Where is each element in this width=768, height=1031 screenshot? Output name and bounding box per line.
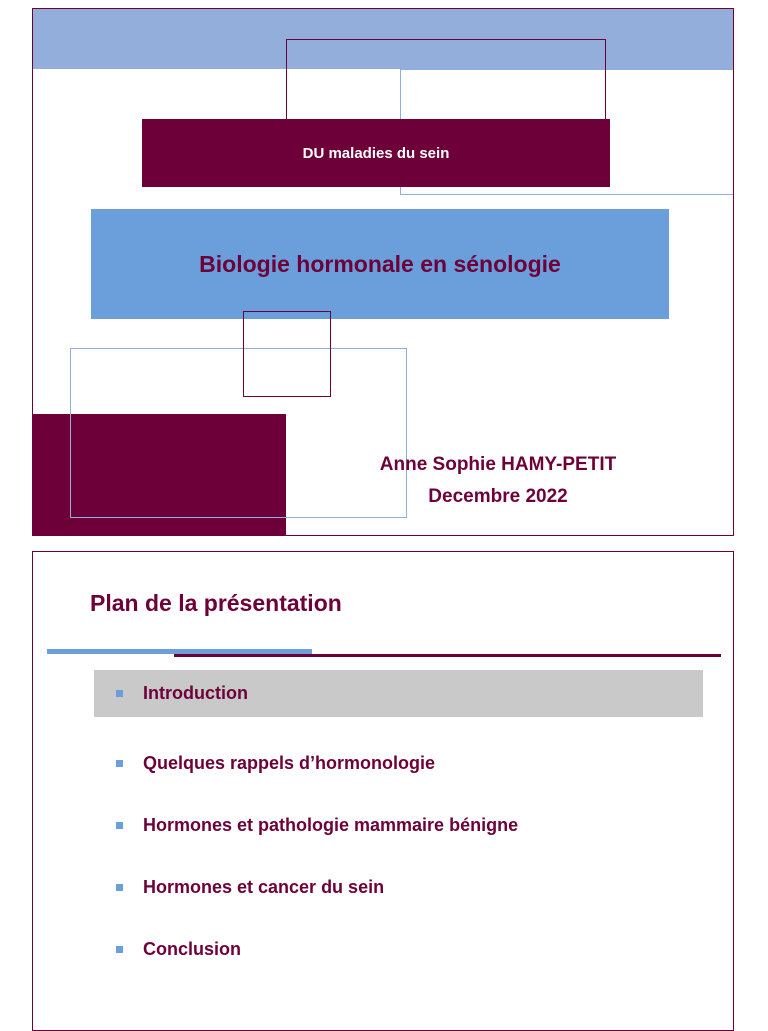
agenda-item-label: Introduction: [143, 683, 248, 703]
agenda-item-benigne: [94, 794, 703, 856]
agenda-item-conclusion: [94, 918, 703, 980]
agenda-item-label: Hormones et pathologie mammaire bénigne: [143, 814, 519, 835]
agenda-item-introduction: [94, 670, 703, 717]
subtitle-band: [142, 119, 610, 187]
agenda-heading: Plan de la présentation: [90, 590, 342, 616]
title-band: [91, 209, 669, 319]
bullet-square-icon: [116, 822, 123, 829]
agenda-item-label: Quelques rappels d’hormonologie: [143, 752, 436, 773]
agenda-item-label: Conclusion: [143, 938, 241, 959]
presentation-title: Biologie hormonale en sénologie: [199, 250, 561, 277]
agenda-item-rappels: [94, 732, 703, 794]
bullet-square-icon: [116, 946, 123, 953]
course-subtitle: DU maladies du sein: [302, 144, 450, 162]
presentation-date: Decembre 2022: [428, 486, 568, 507]
agenda-item-label: Hormones et cancer du sein: [143, 876, 385, 897]
bullet-square-icon: [116, 690, 123, 697]
agenda-slide: [32, 551, 734, 1031]
agenda-list: [94, 670, 703, 980]
bullet-square-icon: [116, 760, 123, 767]
author-block: [333, 449, 663, 513]
decorative-frame-maroon-small: [243, 311, 331, 397]
decorative-frame-maroon: [286, 39, 606, 129]
author-name: Anne Sophie HAMY-PETIT: [379, 454, 617, 475]
title-slide: [32, 8, 734, 536]
heading-rule-maroon: [174, 654, 721, 657]
bullet-square-icon: [116, 884, 123, 891]
agenda-item-cancer: [94, 856, 703, 918]
